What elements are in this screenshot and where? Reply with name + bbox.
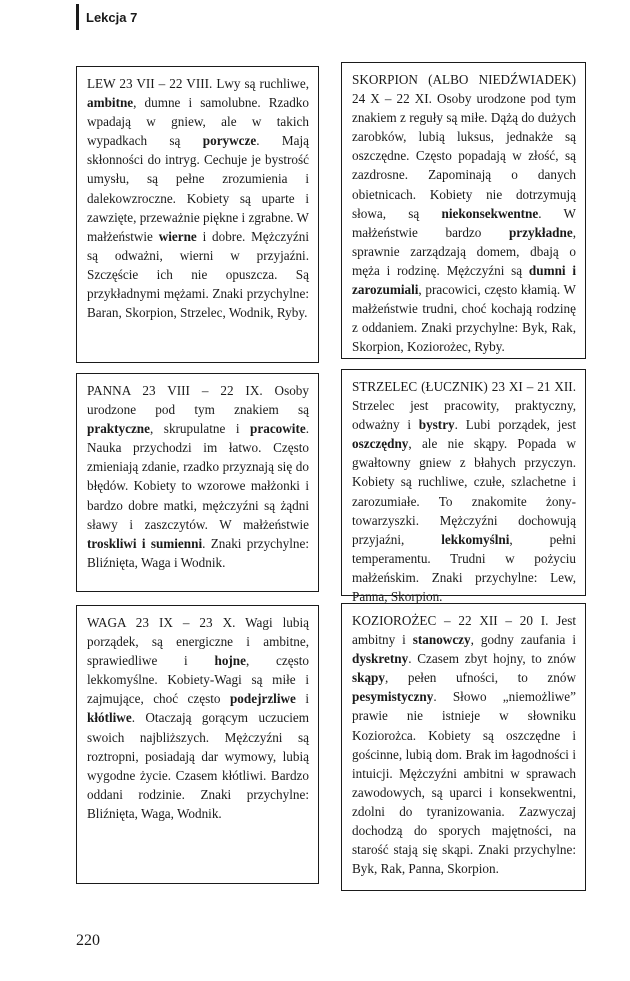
header-rule (76, 4, 79, 30)
emphasis-term: stanowczy (412, 632, 471, 648)
zodiac-text-lew: LEW 23 VII – 22 VIII. Lwy są ruchliwe, ambitne, dumne i samolubne. Rzadko wpadają w gniew, ale w takich wypadkach są porywcze. Mają skłonności do intryg. Cechuje je bystrość umysłu, są pełne zrozumienia i dalekowzroczne. Kobiety są uparte i zawzięte, przeważnie piękne i zgrabne. W małżeństwie wierne i dobre. Mężczyźni są odważni, wierni w przyjaźni. Szczęście ich nie opuszcza. Są przykładnymi mężami. Znaki przychylne: Baran, Skorpion, Strzelec, Wodnik, Ryby. (87, 76, 309, 321)
emphasis-term: lekkomyślni (441, 531, 510, 547)
zodiac-box-panna (76, 373, 319, 592)
emphasis-term: praktyczne (87, 421, 150, 437)
zodiac-box-strzelec (341, 369, 586, 605)
zodiac-box-skorpion (341, 62, 586, 359)
zodiac-box-lew (76, 66, 319, 363)
lesson-header: Lekcja 7 (86, 10, 138, 25)
emphasis-term: przykładne (508, 224, 573, 240)
emphasis-term: dyskretny (352, 651, 409, 667)
zodiac-text-panna: PANNA 23 VIII – 22 IX. Osoby urodzone pod tym znakiem są praktyczne, skrupulatne i pracowite. Nauka przychodzi im łatwo. Często zmieniają zdanie, rzadko przyznają się do błędów. Kobiety to wzorowe małżonki i bardzo dobre matki, mężczyźni są żądni sławy i zaszczytów. W małżeństwie troskliwi i sumienni. Znaki przychylne: Bliźnięta, Waga i Wodnik. (87, 383, 310, 570)
zodiac-box-koziorozec (341, 603, 586, 891)
emphasis-term: niekonsekwentne (441, 205, 539, 221)
emphasis-term: wierne (158, 228, 197, 244)
emphasis-term: troskliwi i sumienni (87, 535, 203, 551)
zodiac-text-koziorozec: KOZIOROŻEC – 22 XII – 20 I. Jest ambitny i stanowczy, godny zaufania i dyskretny. Czasem zbyt hojny, to znów skąpy, pełen ufności, to znów pesymistyczny. Słowo „niemożliwe” prawie nie istnieje w słowniku Koziorożca. Kobiety są oszczędne i gościnne, lubią dom. Brak im łagodności i intuicji. Mężczyźni ambitni w sprawach zawodowych, są uparci i konsekwentni, zdolni do tyranizowania. Zazwyczaj dochodzą do sporych majętności, na starość stają się skąpi. Znaki przychylne: Byk, Rak, Panna, Skorpion. (352, 613, 576, 877)
zodiac-text-strzelec: STRZELEC (ŁUCZNIK) 23 XI – 21 XII. Strzelec jest pracowity, praktyczny, odważny i bystry. Lubi porządek, jest oszczędny, ale nie skąpy. Popada w gwałtowny gniew z błahych przyczyn. Kobiety są ruchliwe, czułe, szlachetne i zarozumiałe. To znakomite żony-towarzyszki. Mężczyźni dochowują przyjaźni, lekkomyślni, pełni temperamentu. Trudni w pożyciu małżeńskim. Znaki przychylne: Lew, Panna, Skorpion. (352, 379, 576, 605)
emphasis-term: pracowite (250, 421, 306, 437)
page-number: 220 (76, 932, 100, 949)
emphasis-term: bystry (418, 417, 455, 433)
emphasis-term: skąpy (352, 670, 385, 686)
zodiac-text-waga: WAGA 23 IX – 23 X. Wagi lubią porządek, są energiczne i ambitne, sprawiedliwe i hojne, często lekkomyślne. Kobiety-Wagi są miłe i zajmujące, choć często podejrzliwe i kłótliwe. Otaczają gorącym uczuciem swoich najbliższych. Mężczyźni są roztropni, posiadają dar wymowy, lubią wygodne życie. Czasem kłótliwi. Bardzo oddani rodzinie. Znaki przychylne: Bliźnięta, Waga, Wodnik. (87, 615, 309, 821)
zodiac-text-skorpion: SKORPION (ALBO NIEDŹWIADEK) 24 X – 22 XI. Osoby urodzone pod tym znakiem z reguły są miłe. Dążą do dużych zarobków, lubią luksus, jednakże są oszczędne. Często popadają w złość, są zazdrosne. Zapominają o danych obietnicach. Kobiety nie dotrzymują słowa, są niekonsekwentne. W małżeństwie bardzo przykładne, sprawnie zarządzają domem, dbają o męża i rodzinę. Mężczyźni są dumni i zarozumiali, pracowici, często kłamią. W małżeństwie trudni, choć kochają rodzinę z oddaniem. Znaki przychylne: Byk, Rak, Skorpion, Koziorożec, Ryby. (352, 72, 576, 355)
emphasis-term: kłótliwe (87, 710, 132, 726)
emphasis-term: hojne (214, 653, 246, 669)
emphasis-term: porywcze (202, 133, 257, 149)
emphasis-term: pesymistyczny (352, 689, 434, 705)
emphasis-term: ambitne (87, 95, 134, 111)
emphasis-term: podejrzliwe (229, 691, 296, 707)
emphasis-term: dumni i zarozumiali (352, 262, 576, 298)
zodiac-box-waga (76, 605, 319, 884)
emphasis-term: oszczędny (352, 436, 409, 452)
